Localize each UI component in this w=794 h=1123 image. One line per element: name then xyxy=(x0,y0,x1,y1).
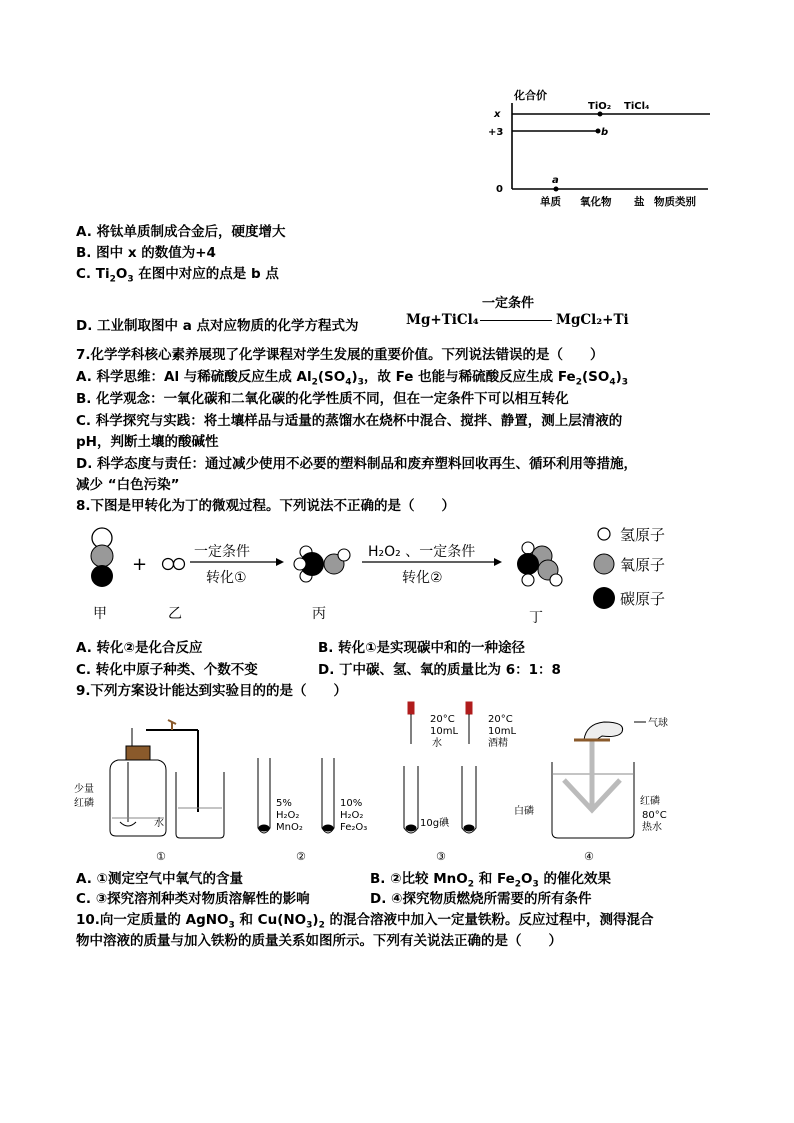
q7-option-c-line1: C. 科学探究与实践：将土壤样品与适量的蒸馏水在烧杯中混合、搅拌、静置，测上层清液的 xyxy=(76,413,623,429)
fig3-number: ③ xyxy=(436,850,446,863)
fig2-mno2: MnO₂ xyxy=(276,822,303,833)
fig3-iodine: 10g碘 xyxy=(420,818,450,829)
point-label-b: b xyxy=(601,127,609,138)
x-axis-label: 物质类别 xyxy=(654,196,696,208)
fig4-white-p: 白磷 xyxy=(514,806,534,817)
point-label-a: a xyxy=(552,175,559,186)
q10-stem-line2: 物中溶液的质量与加入铁粉的质量关系如图所示。下列有关说法正确的是（ ） xyxy=(76,933,562,949)
fig1-label-redp: 红磷 xyxy=(74,798,94,809)
fig2-h2o2-2: H₂O₂ xyxy=(340,810,364,821)
fig4-temp: 80°C xyxy=(642,810,667,821)
fig2-h2o2-1: H₂O₂ xyxy=(276,810,300,821)
q6-option-a: A. 将钛单质制成合金后，硬度增大 xyxy=(76,224,286,240)
arrow2-top-label: H₂O₂ 、一定条件 xyxy=(368,544,476,560)
label-jia: 甲 xyxy=(93,606,107,622)
series-label-tio2: TiO₂ xyxy=(588,101,612,112)
arrow2-bottom-label: 转化② xyxy=(402,570,443,586)
figure-1-apparatus xyxy=(110,720,224,838)
label-ding: 丁 xyxy=(529,610,543,626)
q9-option-a: A. ①测定空气中氧气的含量 xyxy=(76,871,243,887)
legend-carbon: 碳原子 xyxy=(620,590,666,608)
x-tick-salt: 盐 xyxy=(634,196,645,208)
figure-4-beaker xyxy=(552,722,646,838)
fig2-conc-2: 10% xyxy=(340,798,363,809)
point-tio2 xyxy=(598,112,603,117)
legend-oxygen: 氧原子 xyxy=(620,556,666,574)
q10-stem-line1: 10.向一定质量的 AgNO$_3$ 和 $Cu(NO_3)_2$ 的混合溶液中加入一定量铁粉。反应过程中，测得混合 xyxy=(76,912,654,931)
fig1-label-small: 少量 xyxy=(74,784,94,795)
x-tick-oxide: 氧化物 xyxy=(580,196,612,208)
fig2-fe2o3: Fe₂O₃ xyxy=(340,822,368,833)
q8-option-a: A. 转化②是化合反应 xyxy=(76,640,203,656)
fig4-hot-water: 热水 xyxy=(642,822,662,833)
fig2-conc-1: 5% xyxy=(276,798,292,809)
fig1-label-water: 水 xyxy=(154,818,164,829)
q7-option-a: A. 科学思维：Al 与稀硫酸反应生成 $Al_2(SO_4)_3$，故 Fe 也能与稀硫酸反应生成 $Fe_2(SO_4)_3$ xyxy=(76,369,629,388)
fig1-number: ① xyxy=(156,850,166,863)
q9-option-c: C. ③探究溶剂种类对物质溶解性的影响 xyxy=(76,891,310,907)
arrow1-top-label: 一定条件 xyxy=(194,544,250,560)
point-b xyxy=(596,129,601,134)
fig2-number: ② xyxy=(296,850,306,863)
fig3-alcohol: 酒精 xyxy=(488,738,508,749)
q9-stem: 9.下列方案设计能达到实验目的的是（ ） xyxy=(76,683,348,699)
x-tick-elem: 单质 xyxy=(540,196,561,208)
q7-option-c-line2: pH，判断土壤的酸碱性 xyxy=(76,434,219,450)
q8-option-b: B. 转化①是实现碳中和的一种途径 xyxy=(318,640,526,656)
fig4-number: ④ xyxy=(584,850,594,863)
fig3-water: 水 xyxy=(432,738,442,749)
q7-option-d-line2: 减少 “白色污染” xyxy=(76,477,180,493)
fig4-balloon: 气球 xyxy=(648,718,668,729)
experiment-figures xyxy=(74,700,724,868)
micro-process-diagram xyxy=(76,522,696,627)
q7-option-d-line1: D. 科学态度与责任：通过减少使用不必要的塑料制品和废弃塑料回收再生、循环利用等措施， xyxy=(76,456,638,472)
q7-stem: 7.化学学科核心素养展现了化学课程对学生发展的重要价值。下列说法错误的是（ ） xyxy=(76,347,604,363)
series-label-ticl4: TiCl₄ xyxy=(624,101,650,112)
fig3-vol-1: 10mL xyxy=(430,726,459,737)
label-yi: 乙 xyxy=(168,606,182,622)
point-a xyxy=(554,187,559,192)
label-bing: 丙 xyxy=(312,606,326,622)
equation: 一定条件 Mg+TiCl₄ MgCl₂+Ti xyxy=(406,296,629,328)
q8-option-c: C. 转化中原子种类、个数不变 xyxy=(76,662,258,678)
y-tick-3: +3 xyxy=(488,127,504,138)
y-tick-x: x xyxy=(494,109,501,120)
y-axis-label: 化合价 xyxy=(514,89,547,102)
fig4-red-p: 红磷 xyxy=(640,796,660,807)
q9-option-b: B. ②比较 MnO$_2$ 和 $Fe_2O_3$ 的催化效果 xyxy=(370,871,611,890)
fig3-vol-2: 10mL xyxy=(488,726,517,737)
arrow1-bottom-label: 转化① xyxy=(206,570,247,586)
q9-option-d: D. ④探究物质燃烧所需要的所有条件 xyxy=(370,891,592,907)
fig3-temp-2: 20°C xyxy=(488,714,513,725)
q8-stem: 8.下图是甲转化为丁的微观过程。下列说法不正确的是（ ） xyxy=(76,498,456,514)
legend-hydrogen: 氢原子 xyxy=(620,526,666,544)
svg-text:+: + xyxy=(132,554,148,575)
valence-chart xyxy=(460,85,720,210)
q6-option-c: C. $Ti_2O_3$ 在图中对应的点是 b 点 xyxy=(76,266,279,285)
fig3-temp-1: 20°C xyxy=(430,714,455,725)
q6-option-d: D. 工业制取图中 a 点对应物质的化学方程式为 xyxy=(76,318,359,334)
q7-option-b: B. 化学观念：一氧化碳和二氧化碳的化学性质不同，但在一定条件下可以相互转化 xyxy=(76,391,569,407)
q8-option-d: D. 丁中碳、氢、氧的质量比为 6：1：8 xyxy=(318,662,561,678)
y-tick-0: 0 xyxy=(496,184,503,195)
q6-option-b: B. 图中 x 的数值为+4 xyxy=(76,245,216,261)
